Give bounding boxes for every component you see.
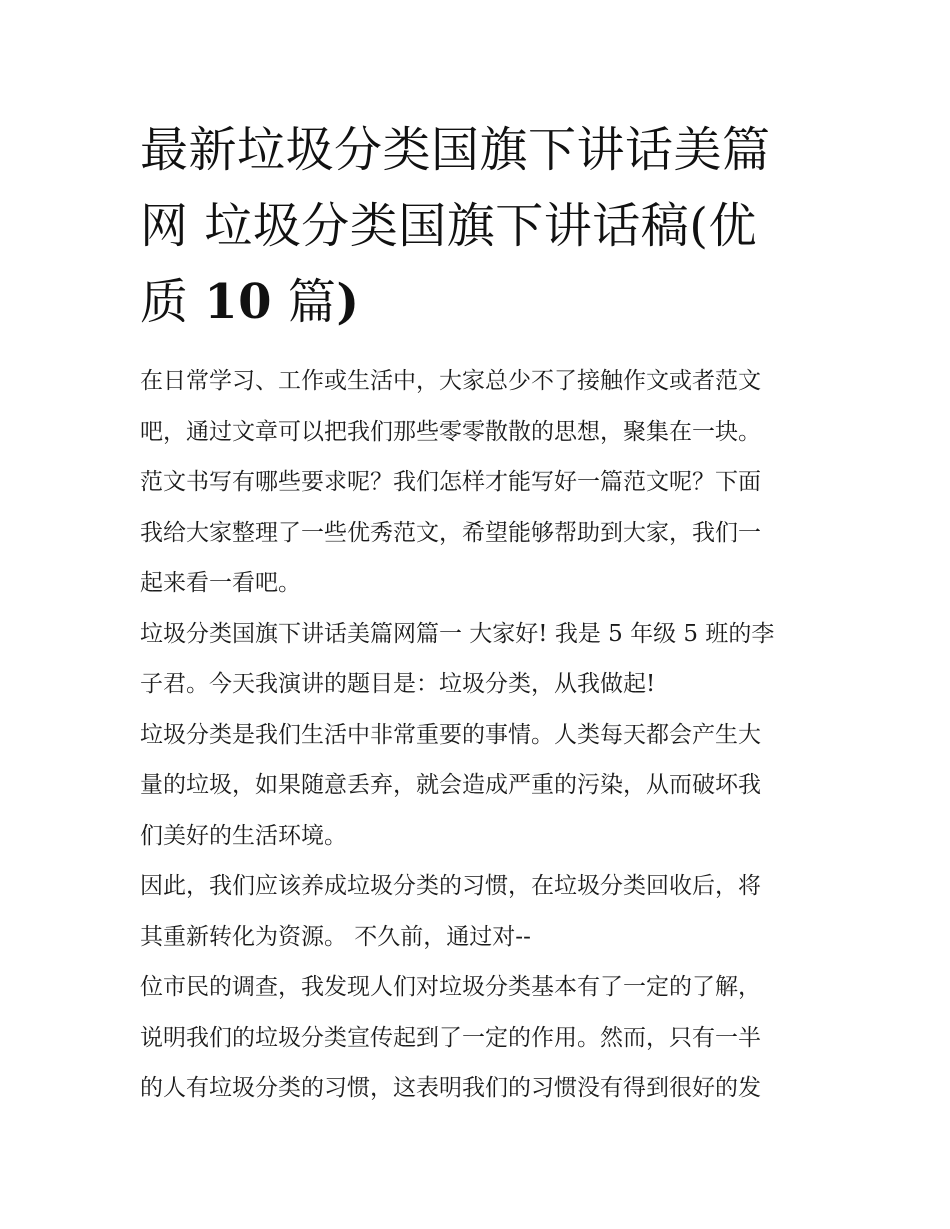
title-line: 网 垃圾分类国旗下讲话稿(优 — [140, 198, 757, 254]
document-body — [140, 356, 830, 1114]
text-line: 在日常学习、工作或生活中，大家总少不了接触作文或者范文 — [140, 368, 761, 394]
document-page — [140, 112, 830, 1114]
paragraph-speech-opening — [140, 609, 830, 710]
text-line: 因此，我们应该养成垃圾分类的习惯，在垃圾分类回收后，将 — [140, 873, 761, 899]
text-line: 吧，通过文章可以把我们那些零零散散的思想，聚集在一块。 — [140, 418, 761, 445]
text-line: 说明我们的垃圾分类宣传起到了一定的作用。然而，只有一半 — [140, 1024, 761, 1051]
title-line: 质 10 篇) — [140, 274, 360, 330]
paragraph-intro — [140, 356, 830, 609]
text-line: 起来看一看吧。 — [140, 570, 301, 596]
paragraph-habit — [140, 861, 830, 962]
paragraph-survey — [140, 962, 830, 1114]
text-line: 子君。今天我演讲的题目是：垃圾分类，从我做起! — [140, 671, 656, 697]
text-line: 我给大家整理了一些优秀范文，希望能够帮助到大家，我们一 — [140, 519, 761, 546]
text-line: 垃圾分类国旗下讲话美篇网篇一 大家好! 我是 5 年级 5 班的李 — [140, 620, 775, 647]
text-line: 范文书写有哪些要求呢？我们怎样才能写好一篇范文呢？下面 — [140, 469, 761, 495]
paragraph-importance — [140, 710, 830, 862]
text-line: 其重新转化为资源。 不久前，通过对-- — [140, 923, 531, 950]
title-line: 最新垃圾分类国旗下讲话美篇 — [140, 122, 771, 178]
text-line: 的人有垃圾分类的习惯，这表明我们的习惯没有得到很好的发 — [140, 1075, 761, 1101]
text-line: 垃圾分类是我们生活中非常重要的事情。人类每天都会产生大 — [140, 721, 761, 748]
text-line: 们美好的生活环境。 — [140, 822, 347, 849]
text-line: 位市民的调查，我发现人们对垃圾分类基本有了一定的了解， — [140, 974, 761, 1000]
text-line: 量的垃圾，如果随意丢弃，就会造成严重的污染，从而破坏我 — [140, 772, 761, 798]
document-title — [140, 112, 830, 340]
